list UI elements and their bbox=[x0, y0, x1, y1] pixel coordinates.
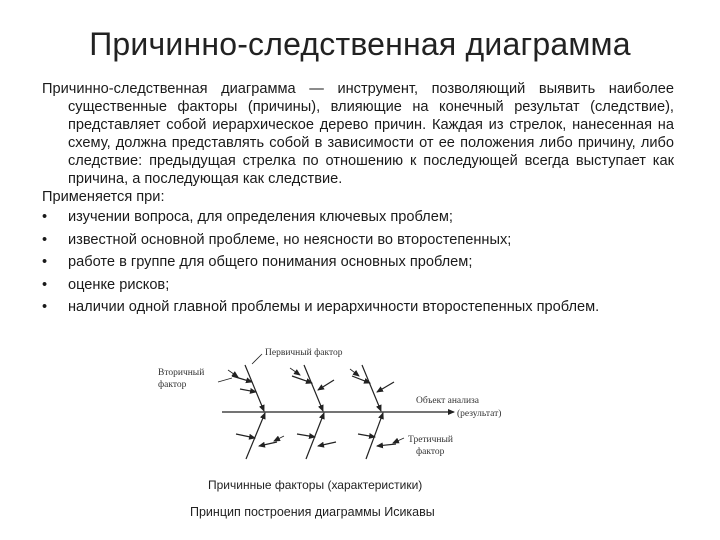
secondary-arrow bbox=[259, 442, 277, 446]
bullet-icon: • bbox=[42, 254, 48, 271]
diagram-caption-causes: Причинные факторы (характеристики) bbox=[208, 478, 423, 492]
label-object-line1: Объект анализа bbox=[416, 396, 479, 406]
tertiary-arrow bbox=[290, 368, 300, 375]
list-item bbox=[42, 274, 674, 297]
diagram-caption-principle: Принцип построения диаграммы Исикавы bbox=[190, 505, 435, 519]
secondary-arrow bbox=[358, 434, 375, 437]
list-item-text: изучении вопроса, для определения ключевых проблем; bbox=[68, 209, 453, 225]
secondary-arrow bbox=[236, 434, 255, 438]
list-item-text: наличии одной главной проблемы и иерархичности второстепенных проблем. bbox=[68, 299, 600, 316]
list-item-text: работе в группе для общего понимания основных проблем; bbox=[68, 254, 473, 271]
bullet-icon: • bbox=[42, 231, 48, 248]
applies-list bbox=[42, 206, 674, 319]
list-item bbox=[42, 251, 674, 274]
label-secondary-factor-line1: Вторичный bbox=[158, 368, 205, 378]
secondary-arrow bbox=[318, 380, 334, 390]
list-item bbox=[42, 206, 674, 229]
secondary-arrow bbox=[318, 442, 336, 446]
label-leader-secondary bbox=[218, 378, 232, 382]
definition-paragraph bbox=[42, 80, 674, 188]
bullet-icon: • bbox=[42, 209, 48, 225]
primary-bone-4 bbox=[246, 413, 265, 459]
list-item bbox=[42, 296, 674, 319]
definition-text: — инструмент, позволяющий выявить наиболее существенные факторы (причины), влияющие на конечный результат (следствие), представляет собой иерархическое дерево причин. Каждая из стрелок, нанесенная на схему, должна представлять собой в зависимости от ее положения либо причину, либо следствие: предыдущая стрелка по отношению к последующей всегда выступает как причина, а последующая как следствие. bbox=[68, 81, 674, 187]
slide-body bbox=[42, 80, 674, 319]
tertiary-arrow bbox=[350, 369, 359, 376]
applies-heading: Применяется при: bbox=[42, 189, 165, 205]
label-leader-primary bbox=[252, 354, 262, 364]
tertiary-arrow bbox=[393, 438, 404, 443]
secondary-arrow bbox=[377, 382, 394, 392]
slide-title: Причинно-следственная диаграмма bbox=[89, 26, 631, 62]
label-tertiary-factor-line2: фактор bbox=[416, 447, 445, 457]
secondary-arrow bbox=[232, 376, 252, 382]
tertiary-arrow bbox=[274, 436, 284, 441]
label-tertiary-factor-line1: Третичный bbox=[408, 435, 453, 445]
list-item-text: известной основной проблеме, но неясности во второстепенных; bbox=[68, 231, 512, 248]
secondary-arrow bbox=[240, 389, 256, 392]
bullet-icon: • bbox=[42, 299, 48, 316]
ishikawa-diagram bbox=[152, 342, 502, 472]
definition-lead: Причинно-следственная диаграмма bbox=[42, 81, 296, 97]
primary-bone-3 bbox=[362, 365, 381, 411]
bullet-icon: • bbox=[42, 276, 48, 293]
label-secondary-factor-line2: фактор bbox=[158, 380, 187, 390]
list-item-text: оценке рисков; bbox=[68, 276, 170, 293]
secondary-arrow bbox=[297, 434, 315, 437]
primary-bone-1 bbox=[245, 365, 264, 411]
list-item bbox=[42, 229, 674, 252]
label-object-line2: (результат) bbox=[457, 409, 502, 419]
secondary-arrow bbox=[377, 444, 396, 446]
label-primary-factor: Первичный фактор bbox=[265, 348, 343, 358]
